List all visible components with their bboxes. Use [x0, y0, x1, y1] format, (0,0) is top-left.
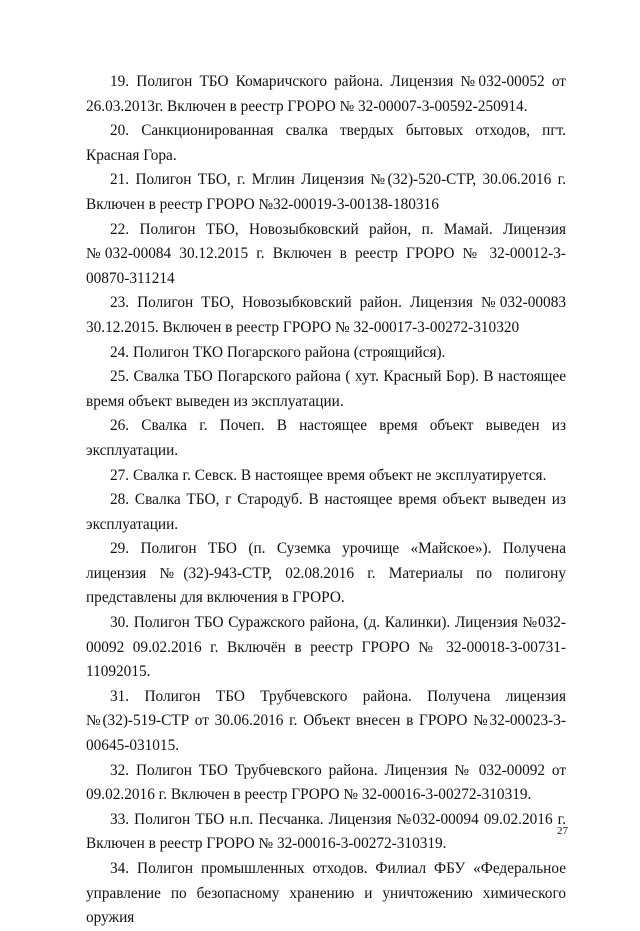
- list-item: 28. Свалка ТБО, г Стародуб. В настоящее время объект выведен из эксплуатации.: [86, 491, 566, 533]
- list-item: 26. Свалка г. Почеп. В настоящее время объект выведен из эксплуатации.: [86, 417, 566, 459]
- list-item: 27. Свалка г. Севск. В настоящее время объект не эксплуатируется.: [110, 466, 547, 484]
- list-item: 22. Полигон ТБО, Новозыбковский район, п. Мамай. Лицензия №032-00084 30.12.2015 г. Включен в реестр ГРОРО № 32-00012-3-00870-311214: [86, 220, 566, 287]
- page-number: 27: [557, 825, 568, 837]
- item-list: [86, 70, 566, 931]
- list-item: 21. Полигон ТБО, г. Мглин Лицензия №(32)-520-СТР, 30.06.2016 г. Включен в реестр ГРОРО №32-00019-3-00138-180316: [86, 171, 566, 213]
- list-item: 19. Полигон ТБО Комаричского района. Лицензия №032-00052 от 26.03.2013г. Включен в реестр ГРОРО № 32-00007-3-00592-250914.: [86, 73, 566, 115]
- list-item: 29. Полигон ТБО (п. Суземка урочище «Майское»). Получена лицензия №(32)-943-СТР, 02.08.2016 г. Материалы по полигону представлены для включения в ГРОРО.: [86, 540, 566, 607]
- list-item: 20. Санкционированная свалка твердых бытовых отходов, пгт. Красная Гора.: [86, 122, 566, 164]
- list-item: 32. Полигон ТБО Трубчевского района. Лицензия № 032-00092 от 09.02.2016 г. Включен в реестр ГРОРО № 32-00016-3-00272-310319.: [86, 761, 566, 804]
- list-item: 31. Полигон ТБО Трубчевского района. Получена лицензия №(32)-519-СТР от 30.06.2016 г. Объект внесен в ГРОРО №32-00023-3-00645-031015.: [86, 687, 566, 755]
- list-item: 33. Полигон ТБО н.п. Песчанка. Лицензия №032-00094 09.02.2016 г. Включен в реестр ГРОРО № 32-00016-3-00272-310319.: [86, 810, 566, 853]
- list-item: 30. Полигон ТБО Суражского района, (д. Калинки). Лицензия №032-00092 09.02.2016 г. Включён в реестр ГРОРО № 32-00018-3-00731-11092015.: [86, 614, 566, 681]
- list-item: 34. Полигон промышленных отходов. Филиал ФБУ «Федеральное управление по безопасному хранению и уничтожению химического оружия: [86, 860, 566, 927]
- list-item: 23. Полигон ТБО, Новозыбковский район. Лицензия №032-00083 30.12.2015. Включен в реестр ГРОРО № 32-00017-3-00272-310320: [86, 294, 566, 336]
- list-item: 24. Полигон ТКО Погарского района (строящийся).: [110, 343, 446, 361]
- list-item: 25. Свалка ТБО Погарского района ( хут. Красный Бор). В настоящее время объект выведен из эксплуатации.: [86, 368, 566, 410]
